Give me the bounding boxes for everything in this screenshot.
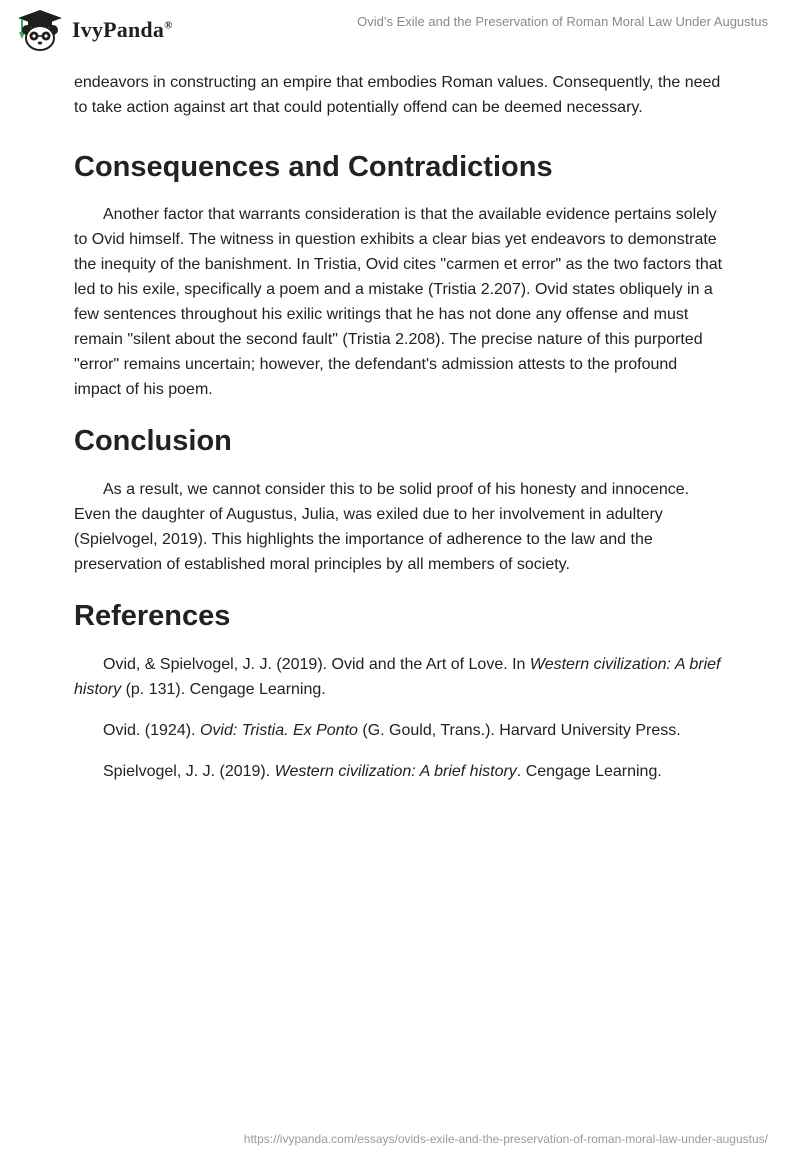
essay-content [74, 70, 724, 800]
reference-item: Spielvogel, J. J. (2019). Western civilization: A brief history. Cengage Learning. [103, 763, 662, 780]
reference-item: Ovid. (1924). Ovid: Tristia. Ex Ponto (G. Gould, Trans.). Harvard University Press. [103, 722, 681, 739]
heading-consequences: Consequences and Contradictions [74, 151, 553, 183]
reference-item: Ovid, & Spielvogel, J. J. (2019). Ovid and the Art of Love. In Western civilization: A brief history (p. 131). Cengage Learning. [74, 656, 721, 698]
footer-url[interactable]: https://ivypanda.com/essays/ovids-exile-and-the-preservation-of-roman-moral-law-under-augustus/ [243, 1132, 768, 1146]
page-header [0, 0, 800, 64]
running-title: Ovid’s Exile and the Preservation of Roman Moral Law Under Augustus [357, 14, 768, 29]
heading-conclusion: Conclusion [74, 425, 232, 457]
reference-list [74, 652, 724, 784]
paragraph-consequences: Another factor that warrants consideration is that the available evidence pertains solely to Ovid himself. The witness in question exhibits a clear bias yet endeavors to demonstrate the inequity of the banishment. In Tristia, Ovid cites "carmen et error" as the two factors that led to his exile, specifically a poem and a mistake (Tristia 2.207). Ovid states obliquely in a few sentences throughout his exilic writings that he has not done any offense and must remain "silent about the second fault" (Tristia 2.208). The precise nature of this purported "error" remains uncertain; however, the defendant's admission attests to the profound impact of his poem. [74, 206, 723, 398]
intro-paragraph: endeavors in constructing an empire that embodies Roman values. Consequently, the need to take action against art that could potentially offend can be deemed necessary. [74, 74, 721, 116]
logo-text: IvyPanda® [72, 17, 173, 42]
site-logo[interactable] [14, 8, 173, 52]
registered-mark: ® [164, 19, 173, 32]
heading-references: References [74, 600, 231, 632]
panda-graduate-icon [14, 8, 66, 52]
paragraph-conclusion: As a result, we cannot consider this to be solid proof of his honesty and innocence. Even the daughter of Augustus, Julia, was exiled due to her involvement in adultery (Spielvogel, 2019). This highlights the importance of adherence to the law and the preservation of established moral principles by all members of society. [74, 481, 690, 573]
